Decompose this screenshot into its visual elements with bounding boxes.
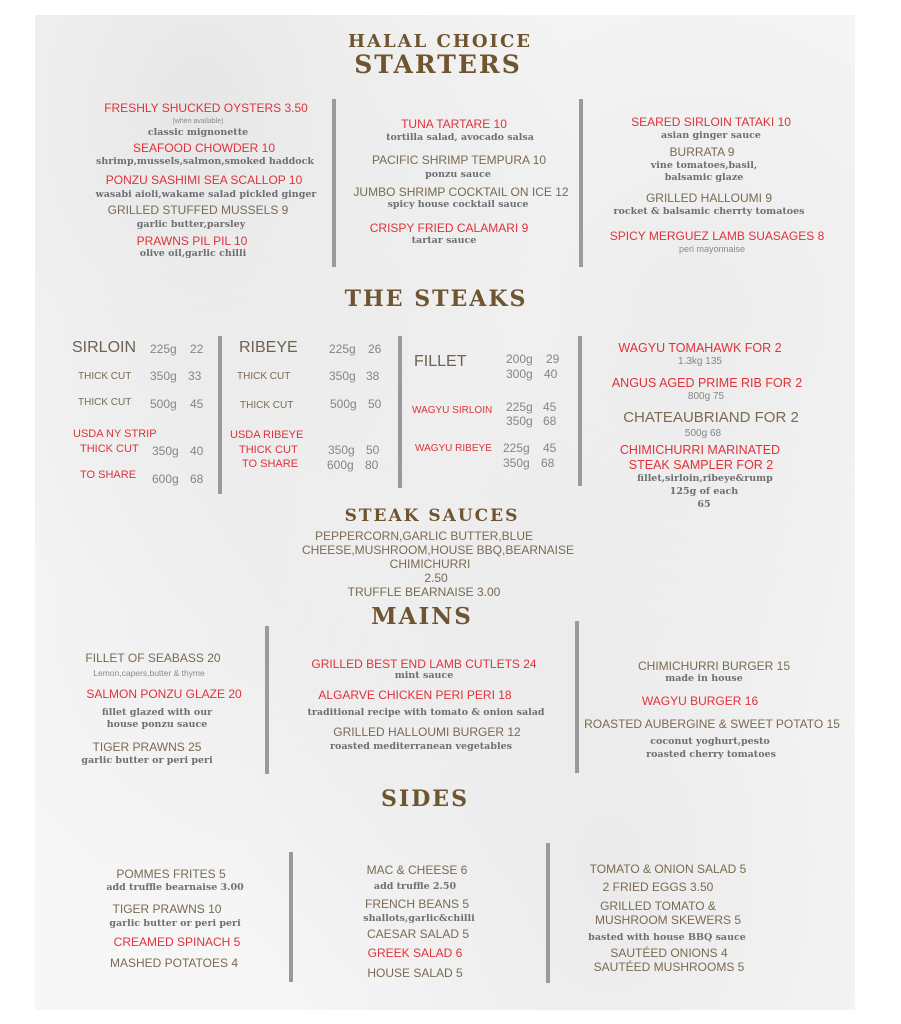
special-name: CHATEAUBRIAND FOR 2	[623, 409, 799, 426]
menu-item-desc: shallots,garlic&chilli	[363, 913, 475, 924]
menu-item-name: ALGARVE CHICKEN PERI PERI 18	[318, 688, 512, 702]
menu-item-desc: olive oil,garlic chilli	[139, 248, 247, 259]
steak-weight: 500g	[330, 397, 357, 411]
steak-weight: 350g	[150, 369, 177, 383]
sauce-line: PEPPERCORN,GARLIC BUTTER,BLUE	[314, 529, 534, 543]
steak-weight: 350g	[328, 443, 355, 457]
steak-price: 50	[366, 443, 380, 457]
menu-item-name: MAC & CHEESE 6	[366, 863, 468, 877]
menu-item-desc: add truffle 2.50	[373, 881, 457, 892]
steak-name-usda-strip: USDA NY STRIP	[73, 428, 157, 440]
menu-item-name: TIGER PRAWNS 10	[112, 902, 222, 916]
sauce-line: CHEESE,MUSHROOM,HOUSE BBQ,BEARNAISE	[301, 543, 575, 557]
steak-price: 80	[365, 458, 379, 472]
steak-price: 40	[544, 367, 558, 381]
menu-item-desc: basted with house BBQ sauce	[588, 932, 746, 943]
menu-item-desc: rocket & balsamic cherrty tomatoes	[613, 206, 805, 217]
menu-item-desc: balsamic glaze	[664, 172, 744, 183]
menu-item-name: SAUTÉED ONIONS 4	[610, 946, 728, 960]
menu-item-name: CREAMED SPINACH 5	[113, 935, 241, 949]
menu-item-desc: wasabi aioli,wakame salad pickled ginger	[95, 189, 317, 200]
menu-item-name: CRISPY FRIED CALAMARI 9	[369, 221, 529, 235]
menu-item-name: FRENCH BEANS 5	[364, 897, 470, 911]
special-weight: 500g 68	[684, 428, 722, 439]
divider	[579, 99, 583, 267]
steak-price: 45	[190, 397, 204, 411]
steak-name-fillet: FILLET	[414, 353, 467, 370]
menu-item-name: GRILLED STUFFED MUSSELS 9	[107, 203, 289, 217]
steak-weight: 600g	[327, 458, 354, 472]
menu-item-desc: tortilla salad, avocado salsa	[386, 132, 534, 143]
divider	[218, 336, 222, 494]
menu-item-name: SEARED SIRLOIN TATAKI 10	[631, 115, 791, 129]
menu-item-desc: asian ginger sauce	[661, 130, 761, 141]
menu-item-desc: spicy house cocktail sauce	[387, 199, 529, 210]
menu-item-name: TOMATO & ONION SALAD 5	[589, 862, 747, 876]
menu-item-desc: roasted cherry tomatoes	[646, 749, 776, 760]
steak-weight: 600g	[152, 472, 179, 486]
steak-price: 68	[543, 414, 557, 428]
steak-cut: TO SHARE	[242, 458, 299, 470]
steak-weight: 225g	[329, 342, 356, 356]
mains-heading: MAINS	[371, 603, 473, 630]
steak-weight: 350g	[503, 456, 530, 470]
divider	[546, 843, 550, 983]
steak-name-wagyu-ribeye: WAGYU RIBEYE	[415, 443, 492, 454]
steak-weight: 225g	[506, 400, 533, 414]
steak-weight: 350g	[329, 369, 356, 383]
special-weight: 1.3kg 135	[678, 356, 722, 367]
steak-price: 26	[368, 342, 382, 356]
menu-item-name: CAESAR SALAD 5	[366, 927, 470, 941]
menu-item-desc: garlic butter or peri peri	[81, 755, 213, 766]
menu-item-desc: house ponzu sauce	[106, 719, 208, 730]
steak-cut: THICK CUT	[78, 397, 132, 408]
steak-weight: 500g	[150, 397, 177, 411]
steak-cut: THICK CUT	[78, 371, 132, 382]
steak-weight: 350g	[506, 414, 533, 428]
menu-item-name: FRESHLY SHUCKED OYSTERS 3.50	[104, 101, 308, 115]
steak-weight: 300g	[506, 367, 533, 381]
steak-name-wagyu-sirloin: WAGYU SIRLOIN	[412, 405, 493, 416]
menu-item-desc: fillet glazed with our	[101, 707, 213, 718]
menu-item-name: BURRATA 9	[669, 145, 735, 159]
menu-item-name: GRILLED HALLOUMI 9	[645, 191, 773, 205]
special-name: STEAK SAMPLER FOR 2	[628, 458, 774, 472]
menu-item-name: SAUTÉED MUSHROOMS 5	[593, 960, 745, 974]
menu-item-name: ROASTED AUBERGINE & SWEET POTATO 15	[584, 717, 840, 731]
steak-price: 40	[190, 444, 204, 458]
sauce-line: TRUFFLE BEARNAISE 3.00	[347, 585, 501, 599]
steak-price: 50	[368, 397, 382, 411]
menu-item-name: GREEK SALAD 6	[367, 946, 463, 960]
menu-item-name: TUNA TARTARE 10	[401, 117, 507, 131]
menu-item-desc: traditional recipe with tomato & onion salad	[307, 707, 545, 718]
menu-item-name: GRILLED TOMATO &	[600, 899, 716, 913]
divider	[289, 852, 293, 982]
menu-item-desc: Lemon,capers,butter & thyme	[93, 668, 205, 678]
menu-item-name: PONZU SASHIMI SEA SCALLOP 10	[105, 173, 303, 187]
special-name: WAGYU TOMAHAWK FOR 2	[618, 341, 782, 355]
menu-item-name: SALMON PONZU GLAZE 20	[86, 687, 242, 701]
steak-weight: 225g	[150, 342, 177, 356]
menu-item-name: PACIFIC SHRIMP TEMPURA 10	[371, 153, 547, 167]
menu-item-name: TIGER PRAWNS 25	[92, 740, 202, 754]
menu-item-desc: shrimp,mussels,salmon,smoked haddock	[96, 156, 314, 167]
menu-item-name: CHIMICHURRI BURGER 15	[637, 659, 791, 673]
steak-price: 33	[188, 369, 202, 383]
menu-item-name: MUSHROOM SKEWERS 5	[594, 913, 742, 927]
sauce-line: CHIMICHURRI	[389, 557, 471, 571]
steak-weight: 350g	[152, 444, 179, 458]
steak-name-usda-ribeye: USDA RIBEYE	[230, 429, 304, 441]
special-weight: 800g 75	[687, 391, 725, 402]
special-name: ANGUS AGED PRIME RIB FOR 2	[611, 376, 803, 390]
menu-item-desc: made in house	[665, 673, 743, 684]
steak-price: 68	[541, 456, 555, 470]
menu-item-desc: tartar sauce	[411, 235, 477, 246]
divider	[265, 626, 269, 774]
menu-item-name: GRILLED HALLOUMI BURGER 12	[333, 725, 521, 739]
menu-item-name: WAGYU BURGER 16	[641, 694, 759, 708]
special-desc: 125g of each	[669, 486, 739, 497]
divider	[578, 336, 582, 486]
steak-price: 22	[190, 342, 204, 356]
steak-weight: 225g	[503, 441, 530, 455]
steak-price: 29	[546, 352, 560, 366]
special-price: 65	[697, 499, 711, 510]
divider	[398, 336, 402, 488]
menu-item-name: HOUSE SALAD 5	[367, 966, 463, 980]
menu-item-name: SPICY MERGUEZ LAMB SUASAGES 8	[609, 229, 825, 243]
steak-name-ribeye: RIBEYE	[239, 339, 298, 356]
steak-cut: THICK CUT	[80, 443, 139, 455]
steak-price: 45	[543, 400, 557, 414]
special-name: CHIMICHURRI MARINATED	[619, 443, 781, 457]
menu-item-desc: peri mayonnaise	[678, 244, 746, 254]
menu-item-desc: mint sauce	[394, 670, 454, 681]
steak-cut: TO SHARE	[80, 469, 137, 481]
sauces-heading: STEAK SAUCES	[344, 506, 520, 526]
menu-item-desc: ponzu sauce	[425, 169, 491, 180]
menu-item-desc: vine tomatoes,basil,	[650, 160, 758, 171]
halal-heading: HALAL CHOICE	[348, 31, 532, 52]
divider	[575, 621, 579, 773]
menu-item-desc: coconut yoghurt,pesto	[650, 736, 770, 747]
menu-item-note: (when available)	[172, 118, 224, 125]
sauce-price: 2.50	[424, 571, 448, 585]
special-desc: fillet,sirloin,ribeye&rump	[637, 473, 773, 484]
steak-cut: THICK CUT	[237, 371, 291, 382]
menu-item-desc: garlic butter,parsley	[136, 219, 246, 230]
steak-price: 68	[190, 472, 204, 486]
menu-item-name: MASHED POTATOES 4	[109, 956, 239, 970]
starters-heading: STARTERS	[354, 50, 522, 79]
menu-item-desc: add truffle bearnaise 3.00	[106, 882, 244, 893]
steak-cut: THICK CUT	[240, 400, 294, 411]
menu-item-name: JUMBO SHRIMP COCKTAIL ON ICE 12	[353, 185, 569, 199]
menu-item-desc: roasted mediterranean vegetables	[330, 741, 512, 752]
menu-item-name: PRAWNS PIL PIL 10	[136, 234, 248, 248]
menu-item-desc: classic mignonette	[147, 127, 249, 138]
sides-heading: SIDES	[381, 786, 469, 812]
divider	[332, 99, 336, 267]
menu-item-name: 2 FRIED EGGS 3.50	[602, 880, 714, 894]
menu-item-desc: garlic butter or peri peri	[109, 918, 241, 929]
steak-name-sirloin: SIRLOIN	[72, 339, 137, 356]
steak-cut: THICK CUT	[239, 444, 298, 456]
menu-item-name: GRILLED BEST END LAMB CUTLETS 24	[311, 657, 537, 671]
menu-item-name: POMMES FRITES 5	[116, 867, 226, 881]
steak-price: 45	[543, 441, 557, 455]
steaks-heading: THE STEAKS	[344, 286, 528, 312]
menu-item-name: FILLET OF SEABASS 20	[85, 651, 221, 665]
steak-weight: 200g	[506, 352, 533, 366]
menu-item-name: SEAFOOD CHOWDER 10	[132, 141, 276, 155]
steak-price: 38	[366, 369, 380, 383]
